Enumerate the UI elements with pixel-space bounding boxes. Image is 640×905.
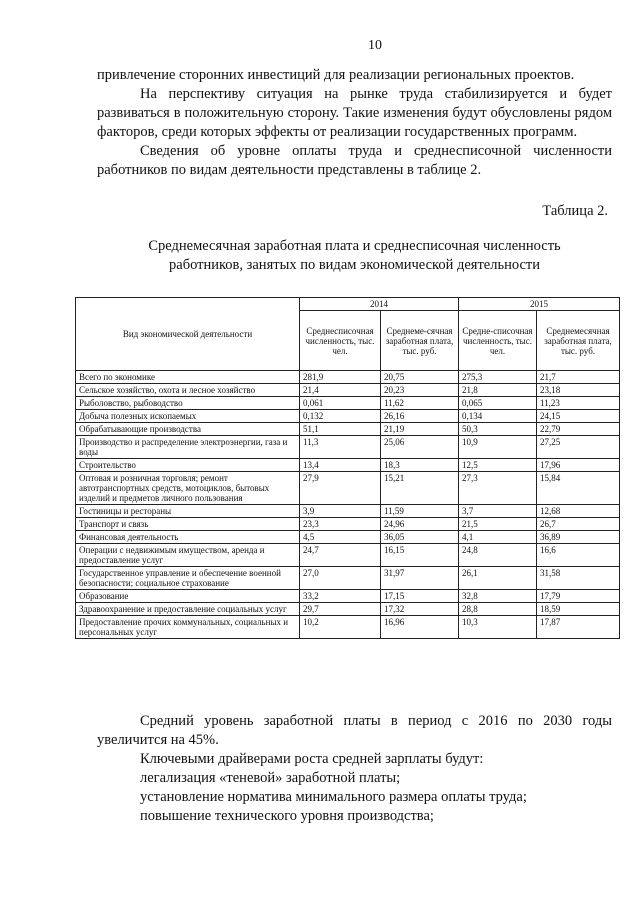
col-2014-wage-header: Среднеме-сячная заработная плата, тыс. руб. xyxy=(381,311,459,371)
cell-headcount-2014: 3,9 xyxy=(300,505,381,518)
table-row xyxy=(76,472,620,505)
cell-wage-2014: 17,15 xyxy=(381,590,459,603)
driver-item-2: установление норматива минимального размера оплаты труда; xyxy=(140,789,527,805)
cell-headcount-2015: 4,1 xyxy=(459,531,537,544)
table-row xyxy=(76,371,620,384)
cell-headcount-2014: 21,4 xyxy=(300,384,381,397)
driver-item-3: повышение технического уровня производства; xyxy=(140,808,434,824)
cell-wage-2015: 27,25 xyxy=(537,436,620,459)
cell-wage-2014: 11,62 xyxy=(381,397,459,410)
table-caption xyxy=(97,237,612,275)
table-row xyxy=(76,518,620,531)
cell-wage-2014: 16,15 xyxy=(381,544,459,567)
table-label: Таблица 2. xyxy=(542,203,608,219)
cell-headcount-2015: 0,065 xyxy=(459,397,537,410)
table-caption-line-2: работников, занятых по видам экономической деятельности xyxy=(169,257,540,273)
cell-wage-2014: 20,75 xyxy=(381,371,459,384)
cell-wage-2015: 17,87 xyxy=(537,616,620,639)
cell-wage-2014: 24,96 xyxy=(381,518,459,531)
cell-wage-2015: 15,84 xyxy=(537,472,620,505)
cell-headcount-2015: 32,8 xyxy=(459,590,537,603)
cell-wage-2014: 11,59 xyxy=(381,505,459,518)
cell-headcount-2014: 51,1 xyxy=(300,423,381,436)
table-row xyxy=(76,384,620,397)
table-row xyxy=(76,505,620,518)
cell-headcount-2014: 281,9 xyxy=(300,371,381,384)
cell-wage-2015: 12,68 xyxy=(537,505,620,518)
cell-wage-2015: 16,6 xyxy=(537,544,620,567)
cell-activity: Обрабатывающие производства xyxy=(76,423,300,436)
table-caption-line-1: Среднемесячная заработная плата и среднесписочная численность xyxy=(148,238,561,254)
cell-activity: Производство и распределение электроэнергии, газа и воды xyxy=(76,436,300,459)
table-body xyxy=(76,371,620,639)
cell-wage-2014: 36,05 xyxy=(381,531,459,544)
cell-wage-2015: 21,7 xyxy=(537,371,620,384)
cell-wage-2014: 26,16 xyxy=(381,410,459,423)
row-header: Вид экономической деятельности xyxy=(76,298,300,371)
closing-paragraph: Средний уровень заработной платы в период с 2016 по 2030 годы увеличится на 45%. xyxy=(97,713,612,748)
cell-activity: Здравоохранение и предоставление социальных услуг xyxy=(76,603,300,616)
cell-wage-2015: 31,58 xyxy=(537,567,620,590)
cell-headcount-2014: 23,3 xyxy=(300,518,381,531)
closing-text xyxy=(97,712,612,826)
cell-headcount-2014: 29,7 xyxy=(300,603,381,616)
cell-activity: Предоставление прочих коммунальных, социальных и персональных услуг xyxy=(76,616,300,639)
cell-headcount-2014: 0,061 xyxy=(300,397,381,410)
cell-headcount-2015: 26,1 xyxy=(459,567,537,590)
table-row xyxy=(76,531,620,544)
cell-headcount-2015: 28,8 xyxy=(459,603,537,616)
cell-wage-2015: 11,23 xyxy=(537,397,620,410)
intro-paragraph-2: На перспективу ситуация на рынке труда стабилизируется и будет развиваться в положительную сторону. Такие изменения будут обусловлены рядом факторов, среди которых эффекты от реализации государственных программ. xyxy=(97,86,612,140)
cell-headcount-2015: 3,7 xyxy=(459,505,537,518)
cell-activity: Всего по экономике xyxy=(76,371,300,384)
cell-activity: Строительство xyxy=(76,459,300,472)
cell-headcount-2014: 13,4 xyxy=(300,459,381,472)
cell-activity: Транспорт и связь xyxy=(76,518,300,531)
cell-headcount-2015: 12,5 xyxy=(459,459,537,472)
cell-headcount-2015: 10,3 xyxy=(459,616,537,639)
intro-paragraph-1: привлечение сторонних инвестиций для реализации региональных проектов. xyxy=(97,67,575,83)
cell-headcount-2015: 275,3 xyxy=(459,371,537,384)
cell-wage-2014: 31,97 xyxy=(381,567,459,590)
intro-text xyxy=(97,66,612,180)
cell-wage-2015: 36,89 xyxy=(537,531,620,544)
cell-wage-2014: 16,96 xyxy=(381,616,459,639)
page-number: 10 xyxy=(368,38,382,53)
cell-headcount-2014: 4,5 xyxy=(300,531,381,544)
cell-wage-2015: 26,7 xyxy=(537,518,620,531)
year-2014-header: 2014 xyxy=(300,298,459,311)
cell-wage-2014: 18,3 xyxy=(381,459,459,472)
table-row xyxy=(76,397,620,410)
cell-wage-2015: 24,15 xyxy=(537,410,620,423)
cell-activity: Рыболовство, рыбоводство xyxy=(76,397,300,410)
cell-wage-2014: 15,21 xyxy=(381,472,459,505)
intro-paragraph-3: Сведения об уровне оплаты труда и среднесписочной численности работников по видам деятельности представлены в таблице 2. xyxy=(97,143,612,178)
cell-headcount-2014: 27,9 xyxy=(300,472,381,505)
cell-headcount-2015: 21,5 xyxy=(459,518,537,531)
table-row xyxy=(76,423,620,436)
table-row xyxy=(76,436,620,459)
cell-activity: Сельское хозяйство, охота и лесное хозяйство xyxy=(76,384,300,397)
table-row xyxy=(76,459,620,472)
cell-wage-2014: 21,19 xyxy=(381,423,459,436)
cell-headcount-2015: 24,8 xyxy=(459,544,537,567)
cell-headcount-2015: 10,9 xyxy=(459,436,537,459)
table-row xyxy=(76,603,620,616)
table-row xyxy=(76,590,620,603)
table-row xyxy=(76,410,620,423)
cell-headcount-2014: 10,2 xyxy=(300,616,381,639)
cell-headcount-2015: 50,3 xyxy=(459,423,537,436)
cell-headcount-2014: 24,7 xyxy=(300,544,381,567)
table-row xyxy=(76,567,620,590)
driver-item-1: легализация «теневой» заработной платы; xyxy=(140,770,401,786)
year-2015-header: 2015 xyxy=(459,298,620,311)
cell-headcount-2014: 27,0 xyxy=(300,567,381,590)
cell-activity: Гостиницы и рестораны xyxy=(76,505,300,518)
cell-activity: Образование xyxy=(76,590,300,603)
cell-headcount-2015: 27,3 xyxy=(459,472,537,505)
col-2015-headcount-header: Средне-списочная численность, тыс. чел. xyxy=(459,311,537,371)
cell-headcount-2015: 0,134 xyxy=(459,410,537,423)
cell-headcount-2014: 33,2 xyxy=(300,590,381,603)
cell-headcount-2014: 11,3 xyxy=(300,436,381,459)
cell-activity: Оптовая и розничная торговля; ремонт автотранспортных средств, мотоциклов, бытовых изделий и предметов личного пользования xyxy=(76,472,300,505)
cell-activity: Операции с недвижимым имуществом, аренда и предоставление услуг xyxy=(76,544,300,567)
cell-activity: Государственное управление и обеспечение военной безопасности; социальное страхование xyxy=(76,567,300,590)
cell-activity: Добыча полезных ископаемых xyxy=(76,410,300,423)
drivers-intro: Ключевыми драйверами роста средней зарплаты будут: xyxy=(140,751,484,767)
cell-wage-2015: 22,79 xyxy=(537,423,620,436)
col-2015-wage-header: Среднемесячная заработная плата, тыс. руб. xyxy=(537,311,620,371)
cell-wage-2014: 20,23 xyxy=(381,384,459,397)
cell-headcount-2015: 21,8 xyxy=(459,384,537,397)
table-row xyxy=(76,616,620,639)
wage-table xyxy=(75,297,620,639)
cell-wage-2015: 17,96 xyxy=(537,459,620,472)
cell-wage-2014: 25,06 xyxy=(381,436,459,459)
cell-wage-2015: 23,18 xyxy=(537,384,620,397)
cell-activity: Финансовая деятельность xyxy=(76,531,300,544)
cell-wage-2015: 17,79 xyxy=(537,590,620,603)
cell-wage-2015: 18,59 xyxy=(537,603,620,616)
table-row xyxy=(76,544,620,567)
cell-wage-2014: 17,32 xyxy=(381,603,459,616)
col-2014-headcount-header: Среднесписочная численность, тыс. чел. xyxy=(300,311,381,371)
cell-headcount-2014: 0,132 xyxy=(300,410,381,423)
